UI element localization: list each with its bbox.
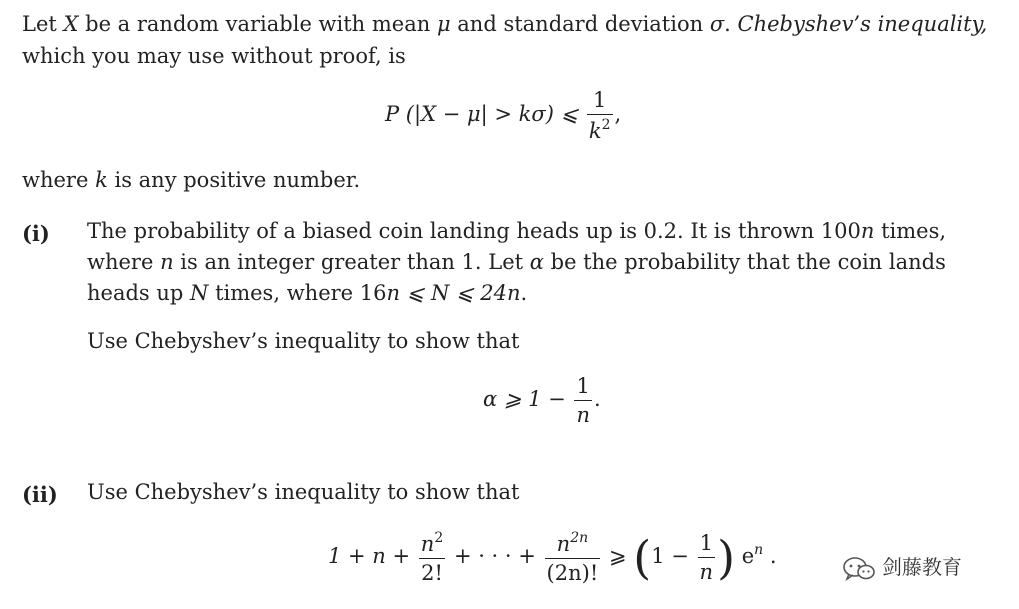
text: be a random variable with mean <box>78 12 437 36</box>
where-line <box>22 170 360 191</box>
var-N: N <box>190 281 209 305</box>
text: where <box>22 168 96 192</box>
sum-start: 1 + n + <box>328 544 411 568</box>
text: . <box>520 281 528 305</box>
wechat-icon <box>842 555 876 583</box>
intro-line-1 <box>22 14 987 35</box>
var-n: n <box>160 250 174 274</box>
ellipsis: + · · · + <box>453 544 536 568</box>
tail: , <box>614 102 622 126</box>
text: where <box>87 250 161 274</box>
chebyshev-lhs: P (|X − μ| > kσ) ⩽ <box>385 102 579 126</box>
text: and standard deviation <box>450 12 710 36</box>
part-i-line-2 <box>87 252 946 273</box>
paren-close: ) <box>717 530 736 585</box>
frac-num: 1 <box>593 88 607 112</box>
part-ii-label: (ii) <box>22 482 58 507</box>
frac-den: n <box>574 400 592 427</box>
frac-num: 1 <box>699 531 713 555</box>
part-ii-use-line: Use Chebyshev’s inequality to show that <box>87 480 520 504</box>
part-ii-result <box>328 530 777 585</box>
var-alpha: α <box>529 250 544 274</box>
tail: . <box>769 544 777 568</box>
inequality: n ⩽ N ⩽ 24n <box>386 281 521 305</box>
inner-fraction <box>698 531 716 584</box>
var-sigma: σ <box>709 12 725 36</box>
result-fraction <box>574 374 592 427</box>
watermark-text: 剑藤教育 <box>882 555 962 579</box>
sum-fraction-1 <box>419 530 445 585</box>
frac-exp: 2 <box>434 530 444 546</box>
chebyshev-name: Chebyshev’s inequality, <box>737 12 988 36</box>
part-i-result <box>483 374 601 427</box>
text: heads up <box>87 281 191 305</box>
paren-content: 1 − <box>651 544 689 568</box>
frac-num: 1 <box>576 374 590 398</box>
paren-open: ( <box>633 530 652 585</box>
text: . <box>724 12 738 36</box>
text: be the probability that the coin lands <box>543 250 946 274</box>
frac-den: 2! <box>419 558 445 585</box>
text: is any positive number. <box>107 168 361 192</box>
var-mu: μ <box>436 12 451 36</box>
part-i-line-1 <box>87 221 946 242</box>
frac-exp: 2 <box>601 117 611 133</box>
var-x: X <box>63 12 79 36</box>
frac-den: k <box>588 119 602 143</box>
text: is an integer greater than 1. Let <box>173 250 530 274</box>
var-k: k <box>95 168 108 192</box>
tail: . <box>593 387 601 411</box>
chebyshev-display <box>385 88 621 143</box>
frac-exp: 2n <box>570 530 589 546</box>
chebyshev-fraction <box>587 88 613 143</box>
text: times, where 16 <box>208 281 387 305</box>
watermark <box>842 551 962 583</box>
sum-fraction-2 <box>545 530 601 585</box>
intro-line-2: which you may use without proof, is <box>22 44 406 68</box>
geq-sign: ⩾ <box>608 544 627 568</box>
text: Let <box>22 12 64 36</box>
part-i-line-3 <box>87 283 527 304</box>
text: The probability of a biased coin landing heads up is 0.2. It is thrown 100 <box>87 219 861 243</box>
part-i-label: (i) <box>22 221 50 246</box>
part-i-use-line: Use Chebyshev’s inequality to show that <box>87 329 520 353</box>
frac-den: (2n)! <box>545 558 601 585</box>
text: times, <box>874 219 947 243</box>
e-exp: n <box>754 542 764 558</box>
frac-num: n <box>420 532 435 556</box>
e-symbol: e <box>741 544 755 568</box>
var-n: n <box>860 219 875 243</box>
frac-num: n <box>556 532 571 556</box>
frac-den: n <box>698 557 716 584</box>
result-lhs: α ⩾ 1 − <box>483 387 566 411</box>
